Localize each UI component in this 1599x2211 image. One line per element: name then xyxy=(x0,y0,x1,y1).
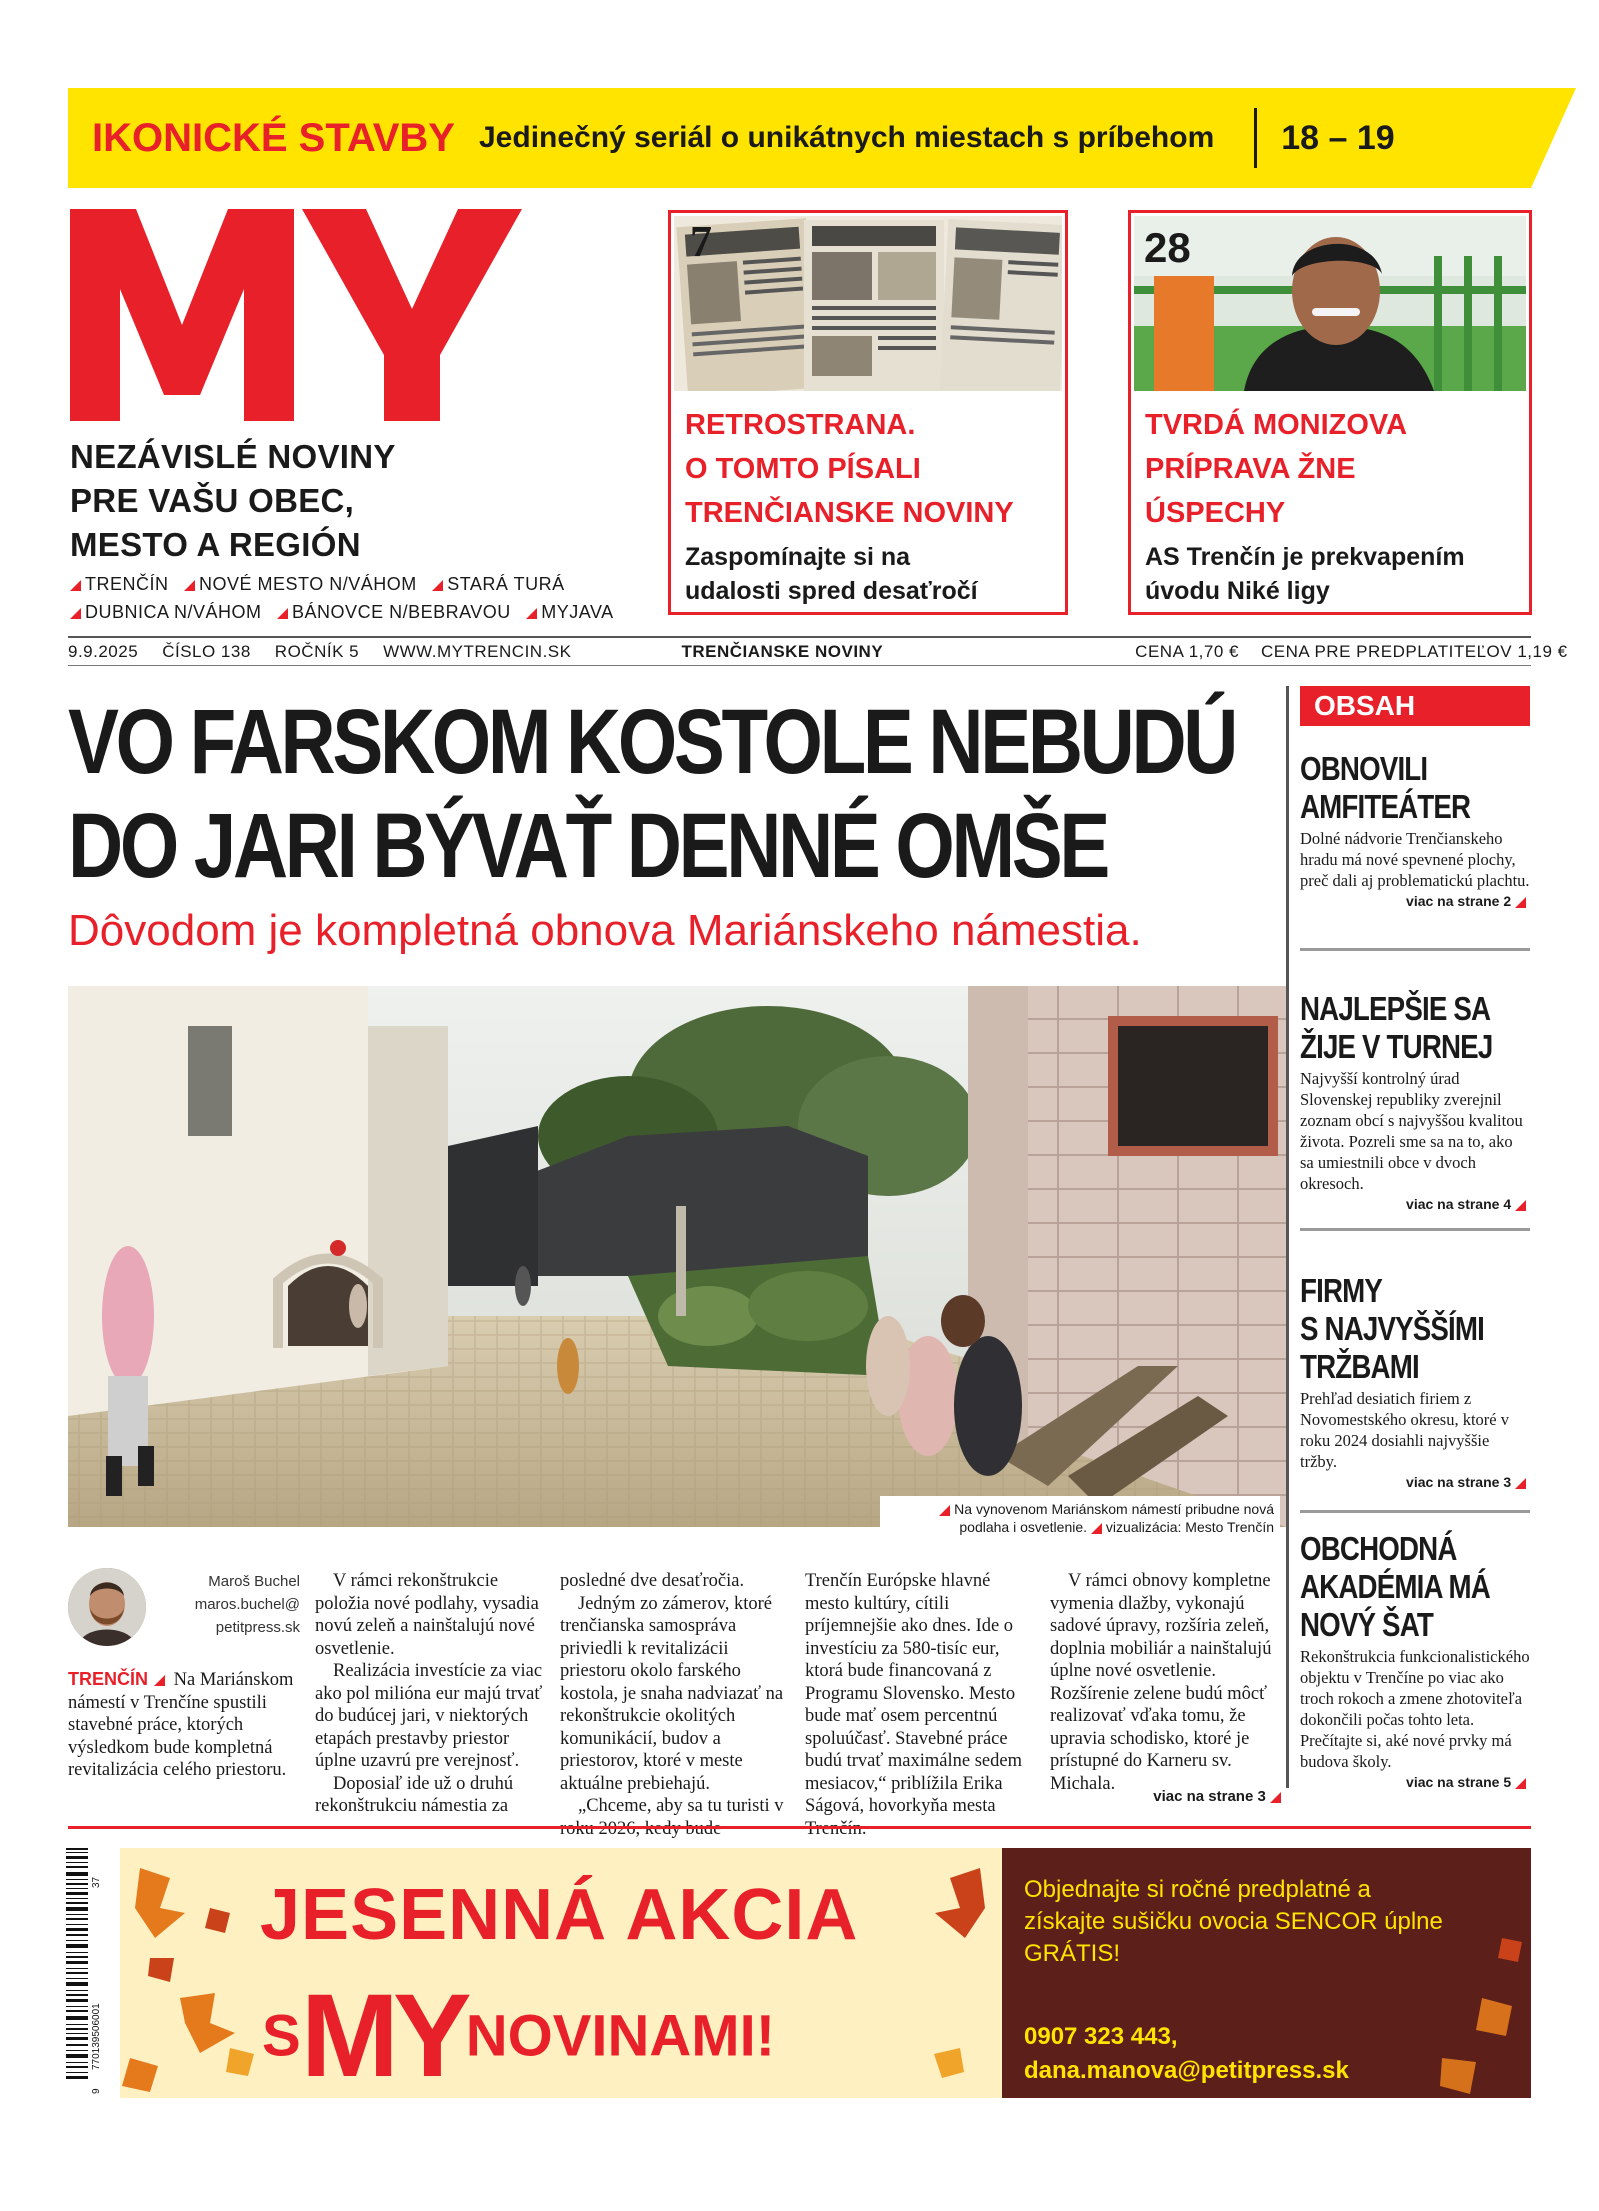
contents-item[interactable] xyxy=(1300,1530,1530,1790)
article-column xyxy=(805,1570,1037,1840)
teaser-badge: 28 xyxy=(1144,224,1191,271)
contents-divider xyxy=(1300,1510,1530,1513)
contents-item-title: OBNOVILI AMFITEÁTER xyxy=(1300,750,1471,825)
article-paragraph: Trenčín Európske hlavné mesto kultúry, cítili príjemnejšie ako dnes. Ide o investíciu za 580-tisíc eur, ktorá bude financovaná z Programu Slovensko. Mesto bude mať osem percentnú spoluúčasť. Stavebné práce budú trvať maximálne sedem mesiacov,“ priblížila Erika Ságová, hovorkyňa mesta xyxy=(805,1571,1022,1816)
article-paragraph: Doposiaľ ide už o druhú rekonštrukciu námestia za xyxy=(315,1773,514,1816)
ad-headline: JESENNÁ AKCIA xyxy=(260,1875,859,1955)
subscriber-price: CENA PRE PREDPLATITEĽOV 1,19 € xyxy=(1260,641,1568,661)
contents-item-title: NAJLEPŠIE SA ŽIJE V TURNEJ xyxy=(1300,990,1493,1065)
tagline-line: NEZÁVISLÉ NOVINY xyxy=(70,438,396,475)
contents-item-text: Najvyšší kontrolný úrad Slovenskej republiky zverejnil zoznam obcí s najvyššou kvalitou života. Pozreli sme sa na to, ako sa umiestnili obce v dvoch okresoch. xyxy=(1300,1069,1523,1193)
teaser-subline: Zaspomínajte si na udalosti spred desaťročí xyxy=(685,543,978,605)
article-kicker: TRENČÍN xyxy=(68,1669,148,1689)
lead-subheadline: Dôvodom je kompletná obnova Mariánskeho námestia. xyxy=(68,906,1142,955)
website-link[interactable]: WWW.MYTRENCIN.SK xyxy=(383,641,572,661)
series-banner[interactable] xyxy=(68,88,1531,188)
caption-credit: vizualizácia: Mesto Trenčín xyxy=(1105,1519,1274,1535)
author-name: Maroš Buchel xyxy=(208,1573,300,1590)
series-pages: 18 – 19 xyxy=(1281,118,1395,157)
issue-price: CENA 1,70 € xyxy=(1135,641,1239,661)
series-subtitle: Jedinečný seriál o unikátnych miestach s príbehom xyxy=(479,121,1215,154)
triangle-icon xyxy=(1515,1778,1526,1789)
article-continue-link[interactable]: viac na strane 3 xyxy=(1100,1788,1285,1805)
ad-phone[interactable]: 0907 323 443, xyxy=(1024,2023,1178,2050)
triangle-icon xyxy=(939,1505,950,1516)
issue-number: ČÍSLO 138 xyxy=(162,641,251,661)
banner-divider xyxy=(1254,108,1257,168)
ad-headline-2: SMYNOVINAMI! xyxy=(262,1968,775,2098)
contents-item-title: OBCHODNÁ AKADÉMIA MÁ NOVÝ ŠAT xyxy=(1300,1530,1490,1643)
lead-headline[interactable]: VO FARSKOM KOSTOLE NEBUDÚ DO JARI BÝVAŤ DENNÉ OMŠE xyxy=(68,691,1236,897)
region-item[interactable]: BÁNOVCE N/BEBRAVOU xyxy=(277,602,511,622)
contents-item-text: Dolné nádvorie Trenčianskeho hradu má nové spevnené plochy, preč dali aj problematickú plachtu. xyxy=(1300,829,1530,890)
triangle-icon xyxy=(526,608,537,619)
teaser-retrostrana[interactable] xyxy=(668,210,1068,615)
article-column xyxy=(68,1668,300,1782)
ad-right-panel xyxy=(1002,1848,1531,2098)
subscription-ad[interactable] xyxy=(120,1848,1531,2098)
triangle-icon xyxy=(432,580,443,591)
contents-item-text: Prehľad desiatich firiem z Novomestského okresu, ktoré v roku 2024 dosiahli najvyššie tržby. xyxy=(1300,1389,1509,1471)
region-item[interactable]: STARÁ TURÁ xyxy=(432,574,564,594)
issue-date: 9.9.2025 xyxy=(68,641,139,661)
masthead-tagline xyxy=(70,435,610,567)
tagline-line: PRE VAŠU OBEC, xyxy=(70,482,355,519)
ad-email[interactable]: dana.manova@petitpress.sk xyxy=(1024,2057,1349,2084)
contents-item-more[interactable]: viac na strane 2 xyxy=(1300,893,1530,909)
article-paragraph: V rámci obnovy kompletne vymenia dlažby, vykonajú sadové úpravy, rozšíria zeleň, doplnia mobiliár a nainštalujú úplne nové osvetlenie. Rozšírenie zelene budú môcť realizovať vďaka tomu, že upravia schodisko, ktoré je prístupné do Karneru sv. Michala. xyxy=(1050,1571,1272,1794)
triangle-icon xyxy=(277,608,288,619)
region-item[interactable]: DUBNICA N/VÁHOM xyxy=(70,602,262,622)
triangle-icon xyxy=(1270,1792,1281,1803)
triangle-icon xyxy=(1091,1523,1102,1534)
contents-item-more[interactable]: viac na strane 3 xyxy=(1300,1474,1530,1490)
contents-item-text: Rekonštrukcia funkcionalistického objektu v Trenčíne po viac ako troch rokoch a zmene zhotoviteľa dokončili počas tohto leta. Prečítajte si, aké nové prvky má budova školy. xyxy=(1300,1647,1530,1771)
contents-item-title: FIRMY S NAJVYŠŠÍMI TRŽBAMI xyxy=(1300,1272,1485,1385)
barcode-issue: 37 xyxy=(91,1876,102,1888)
article-column xyxy=(1050,1570,1282,1795)
teaser-headline: TVRDÁ MONIZOVA PRÍPRAVA ŽNE ÚSPECHY xyxy=(1145,409,1408,529)
region-item[interactable]: MYJAVA xyxy=(526,602,613,622)
article-paragraph: V rámci rekonštrukcie položia nové podlahy, vysadia novú zeleň a nainštalujú nové osvetlenie. xyxy=(315,1571,539,1659)
article-text: Na Mariánskom námestí v Trenčíne spustili stavebné práce, ktorých výsledkom bude kompletná revitalizácia celého priestoru. xyxy=(68,1670,294,1780)
contents-divider xyxy=(1300,948,1530,951)
article-paragraph: posledné dve desaťročia. xyxy=(560,1571,745,1591)
footer-divider xyxy=(68,1826,1531,1829)
contents-item[interactable] xyxy=(1300,750,1530,909)
triangle-icon xyxy=(1515,1478,1526,1489)
ad-left-panel xyxy=(120,1848,1002,2098)
edition-name: TRENČIANSKE NOVINY xyxy=(681,641,884,661)
region-item[interactable]: TRENČÍN xyxy=(70,574,169,594)
article-paragraph: „Chceme, aby sa tu turisti v xyxy=(578,1796,784,1816)
issue-meta-line xyxy=(68,636,1568,666)
teaser-monizova[interactable] xyxy=(1128,210,1532,615)
region-item[interactable]: NOVÉ MESTO N/VÁHOM xyxy=(184,574,417,594)
contents-header: OBSAH xyxy=(1300,686,1530,726)
teaser-badge: 7 xyxy=(690,217,712,266)
contents-item[interactable] xyxy=(1300,990,1530,1212)
teaser-subline: AS Trenčín je prekvapením úvodu Niké ligy xyxy=(1145,543,1465,605)
region-list xyxy=(70,570,670,626)
triangle-icon xyxy=(154,1675,165,1686)
tagline-line: MESTO A REGIÓN xyxy=(70,526,361,563)
ad-my-logo: MY xyxy=(300,1970,466,2098)
banner-corner-shape xyxy=(1531,88,1576,188)
lead-photo xyxy=(68,986,1286,1527)
article-paragraph: Realizácia investície za viac ako pol milióna eur majú trvať do budúcej jari, v niektorých etapách prestavby priestor úplne uzavrú pre verejnosť. xyxy=(315,1661,543,1771)
author-info xyxy=(160,1570,300,1639)
article-paragraph: Jedným zo zámerov, ktoré trenčianska samospráva priviedli k revitalizácii priestoru okolo farského kostola, je snaha nadviazať na rekonštrukcie okolitých komunikácií, budov a priestorov, ktoré v meste aktuálne prebiehajú. xyxy=(560,1593,784,1794)
barcode xyxy=(66,1848,102,2096)
triangle-icon xyxy=(1515,1200,1526,1211)
caption-text: Na vynovenom Mariánskom námestí pribudne nová podlaha i osvetlenie. xyxy=(954,1501,1274,1535)
photo-caption xyxy=(880,1496,1280,1540)
contents-item[interactable] xyxy=(1300,1272,1530,1490)
my-logo[interactable] xyxy=(66,205,526,425)
teaser-image-coach xyxy=(1134,216,1526,391)
triangle-icon xyxy=(70,580,81,591)
barcode-digits: 770139506001 xyxy=(91,2003,102,2070)
teaser-headline: RETROSTRANA. O TOMTO PÍSALI TRENČIANSKE NOVINY xyxy=(685,409,1014,529)
author-email[interactable]: maros.buchel@ petitpress.sk xyxy=(194,1596,300,1636)
author-avatar xyxy=(68,1568,146,1646)
article-column xyxy=(560,1570,792,1840)
sidebar-divider xyxy=(1286,686,1289,1788)
issue-volume: ROČNÍK 5 xyxy=(274,641,360,661)
ad-offer-text: Objednajte si ročné predplatné a získajte sušičku ovocia SENCOR úplne GRÁTIS! xyxy=(1024,1876,1443,1967)
triangle-icon xyxy=(1515,897,1526,908)
ad-contact xyxy=(1024,2020,1349,2088)
series-title: IKONICKÉ STAVBY xyxy=(92,115,455,160)
triangle-icon xyxy=(70,608,81,619)
contents-item-more[interactable]: viac na strane 4 xyxy=(1300,1196,1530,1212)
contents-divider xyxy=(1300,1228,1530,1231)
contents-item-more[interactable]: viac na strane 5 xyxy=(1300,1774,1530,1790)
triangle-icon xyxy=(184,580,195,591)
teaser-image-newspapers xyxy=(674,216,1062,391)
barcode-lead: 9 xyxy=(91,2088,102,2094)
article-column xyxy=(315,1570,547,1818)
